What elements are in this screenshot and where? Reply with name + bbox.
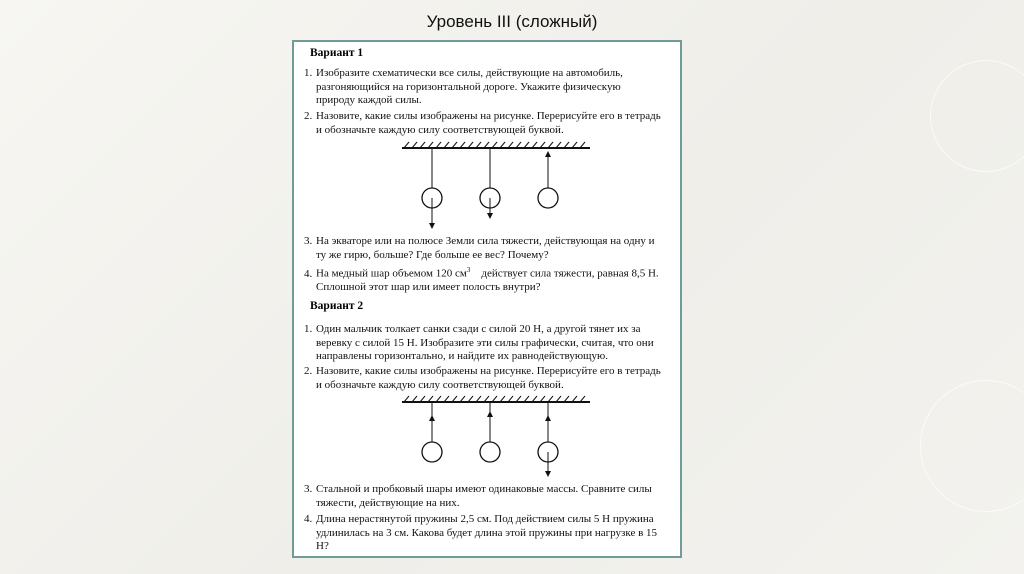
slide-title: Уровень III (сложный) — [426, 12, 598, 31]
question-text: Стальной и пробковый шары имеют одинаковые массы. Сравните силы — [316, 483, 652, 495]
variant-1-heading: Вариант 1 — [310, 47, 364, 59]
v2-question-4 — [304, 513, 676, 554]
ball-2 — [480, 148, 500, 216]
worksheet-card — [292, 40, 682, 558]
ball-1 — [422, 402, 442, 462]
v1-forces-figure — [394, 138, 594, 238]
question-text: Сплошной этот шар или имеет полость внутри? — [316, 281, 541, 294]
question-text: На медный шар объемом 120 см — [316, 267, 467, 280]
question-text: направлены горизонтально, и найдите их равнодействующую. — [316, 350, 608, 362]
background-decoration — [930, 60, 1024, 172]
v2-forces-figure — [394, 392, 594, 482]
ball-2 — [480, 402, 500, 462]
question-number: 2. — [304, 110, 313, 122]
question-text: Изобразите схематически все силы, действующие на автомобиль, — [316, 67, 623, 79]
question-number: 4. — [304, 267, 313, 280]
v1-question-2 — [304, 110, 676, 137]
v1-question-4 — [304, 264, 676, 295]
question-text: Назовите, какие силы изображены на рисунке. Перерисуйте его в тетрадь — [316, 365, 661, 377]
question-text: веревку с силой 15 Н. Изобразите эти силы графически, считая, что они — [316, 336, 654, 349]
question-text: и обозначьте каждую силу соответствующей буквой. — [316, 123, 564, 136]
question-number: 4. — [304, 513, 313, 525]
ceiling-hatch — [402, 142, 590, 148]
variant-2-heading: Вариант 2 — [310, 300, 364, 312]
v2-question-3 — [304, 483, 676, 510]
question-text: разгоняющийся на горизонтальной дороге. Укажите физическую — [316, 80, 621, 93]
superscript: 3 — [466, 266, 471, 274]
background-decoration — [920, 380, 1024, 512]
question-text: тяжести, действующие на них. — [316, 496, 460, 509]
v1-question-3 — [304, 235, 676, 262]
question-number: 3. — [304, 235, 313, 247]
question-text: Назовите, какие силы изображены на рисунке. Перерисуйте его в тетрадь — [316, 110, 661, 122]
question-text: удлинилась на 3 см. Какова будет длина этой пружины при нагрузке в 15 — [316, 526, 658, 539]
question-text: ту же гирю, больше? Где больше ее вес? Почему? — [316, 248, 549, 261]
v2-question-1 — [304, 323, 676, 364]
question-number: 1. — [304, 67, 313, 79]
ball-3 — [538, 154, 558, 208]
question-text: природу каждой силы. — [316, 94, 422, 106]
question-text: действует сила тяжести, равная 8,5 Н. — [481, 267, 659, 280]
question-number: 3. — [304, 483, 313, 495]
ceiling-hatch — [402, 396, 590, 402]
question-number: 2. — [304, 365, 313, 377]
ball-1 — [422, 148, 442, 226]
ball-3 — [538, 402, 558, 474]
question-text: и обозначьте каждую силу соответствующей буквой. — [316, 378, 564, 391]
question-text: Н? — [316, 540, 329, 552]
v2-question-2 — [304, 365, 676, 392]
question-text: Один мальчик толкает санки сзади с силой 20 Н, а другой тянет их за — [316, 323, 641, 335]
v1-question-1 — [304, 67, 676, 108]
question-number: 1. — [304, 323, 313, 335]
question-text: На экваторе или на полюсе Земли сила тяжести, действующая на одну и — [316, 235, 655, 247]
question-text: Длина нерастянутой пружины 2,5 см. Под действием силы 5 Н пружина — [316, 513, 654, 525]
